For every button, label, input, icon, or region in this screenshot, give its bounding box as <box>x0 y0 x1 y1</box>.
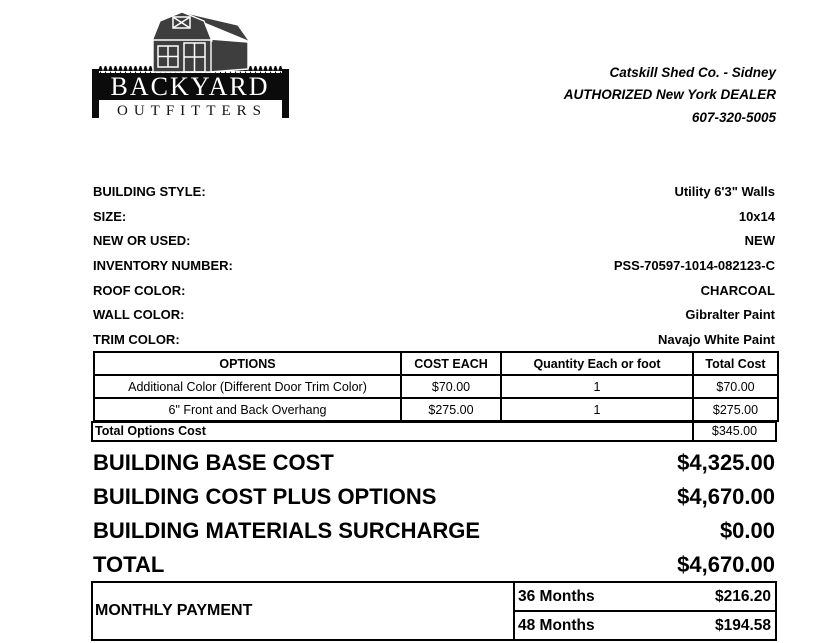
detail-label: INVENTORY NUMBER: <box>93 257 233 273</box>
total-options-row <box>91 421 777 442</box>
option-row <box>94 398 778 421</box>
detail-row-trim-color <box>93 328 775 353</box>
building-details <box>93 180 775 352</box>
detail-label: WALL COLOR: <box>93 307 185 323</box>
detail-row-size <box>93 205 775 230</box>
logo-brand-subtitle: OUTFITTERS <box>117 103 267 119</box>
summary-value: $4,325.00 <box>677 450 775 475</box>
dealer-name: Catskill Shed Co. - Sidney <box>609 65 776 80</box>
term-months: 36 Months <box>518 587 595 605</box>
backyard-outfitters-logo <box>88 8 292 122</box>
detail-label: BUILDING STYLE: <box>93 184 206 199</box>
options-header-options: OPTIONS <box>94 352 401 375</box>
summary-label: BUILDING MATERIALS SURCHARGE <box>93 518 481 543</box>
summary-value: $0.00 <box>719 518 775 543</box>
dealer-authorization: AUTHORIZED New York DEALER <box>563 87 776 103</box>
shed-icon <box>152 12 250 72</box>
summary-row-total <box>93 548 775 582</box>
logo-right-post <box>282 69 289 118</box>
dealer-info <box>564 62 776 129</box>
summary-label: BUILDING BASE COST <box>93 450 334 475</box>
detail-row-inventory-number <box>93 254 775 279</box>
option-quantity: 1 <box>501 375 693 398</box>
options-header-quantity: Quantity Each or foot <box>501 352 693 375</box>
option-cost-each: $275.00 <box>401 398 501 421</box>
summary-label: TOTAL <box>93 552 165 577</box>
detail-value: Utility 6'3" Walls <box>674 184 775 199</box>
option-total: $275.00 <box>693 398 778 421</box>
option-total: $70.00 <box>693 375 778 398</box>
option-cost-each: $70.00 <box>401 375 501 398</box>
logo-brand-name: BACKYARD <box>110 72 270 101</box>
summary-label: BUILDING COST PLUS OPTIONS <box>93 484 437 509</box>
term-amount: $194.58 <box>714 616 771 634</box>
detail-value: Gibralter Paint <box>685 307 775 323</box>
dealer-phone: 607-320-5005 <box>691 109 776 125</box>
detail-value: 10x14 <box>738 208 775 224</box>
option-name: 6" Front and Back Overhang <box>94 398 401 421</box>
options-table <box>93 351 779 422</box>
logo-graphic <box>88 8 292 122</box>
monthly-payment-label: MONTHLY PAYMENT <box>95 602 253 619</box>
option-row <box>94 375 778 398</box>
detail-value: PSS-70597-1014-082123-C <box>613 257 775 273</box>
options-header-total-cost: Total Cost <box>693 352 778 375</box>
detail-value: NEW <box>744 233 775 249</box>
summary-row-cost-plus-options <box>93 480 775 514</box>
summary-row-base-cost <box>93 446 775 480</box>
detail-row-roof-color <box>93 279 775 304</box>
options-header-cost-each: COST EACH <box>401 352 501 375</box>
summary-row-materials-surcharge <box>93 514 775 548</box>
payment-term-row-48 <box>515 610 775 639</box>
total-options-value: $345.00 <box>692 423 775 440</box>
term-months: 48 Months <box>518 616 595 634</box>
detail-row-new-or-used <box>93 229 775 254</box>
options-header-row <box>94 352 778 375</box>
option-quantity: 1 <box>501 398 693 421</box>
detail-label: TRIM COLOR: <box>93 331 180 347</box>
detail-label: SIZE: <box>93 208 127 224</box>
cost-summary <box>93 446 775 582</box>
detail-row-building-style <box>93 180 775 205</box>
detail-value: Navajo White Paint <box>657 331 775 347</box>
total-options-label: Total Options Cost <box>95 424 206 438</box>
monthly-payment-terms <box>513 583 775 639</box>
monthly-payment-table <box>91 581 777 641</box>
detail-value: CHARCOAL <box>700 282 775 298</box>
detail-label: ROOF COLOR: <box>93 282 186 298</box>
detail-row-wall-color <box>93 303 775 328</box>
payment-term-row-36 <box>515 583 775 610</box>
option-name: Additional Color (Different Door Trim Color) <box>94 375 401 398</box>
logo-left-post <box>92 69 99 118</box>
summary-value: $4,670.00 <box>677 552 775 577</box>
term-amount: $216.20 <box>714 587 771 605</box>
detail-label: NEW OR USED: <box>93 233 191 249</box>
summary-value: $4,670.00 <box>677 484 775 509</box>
